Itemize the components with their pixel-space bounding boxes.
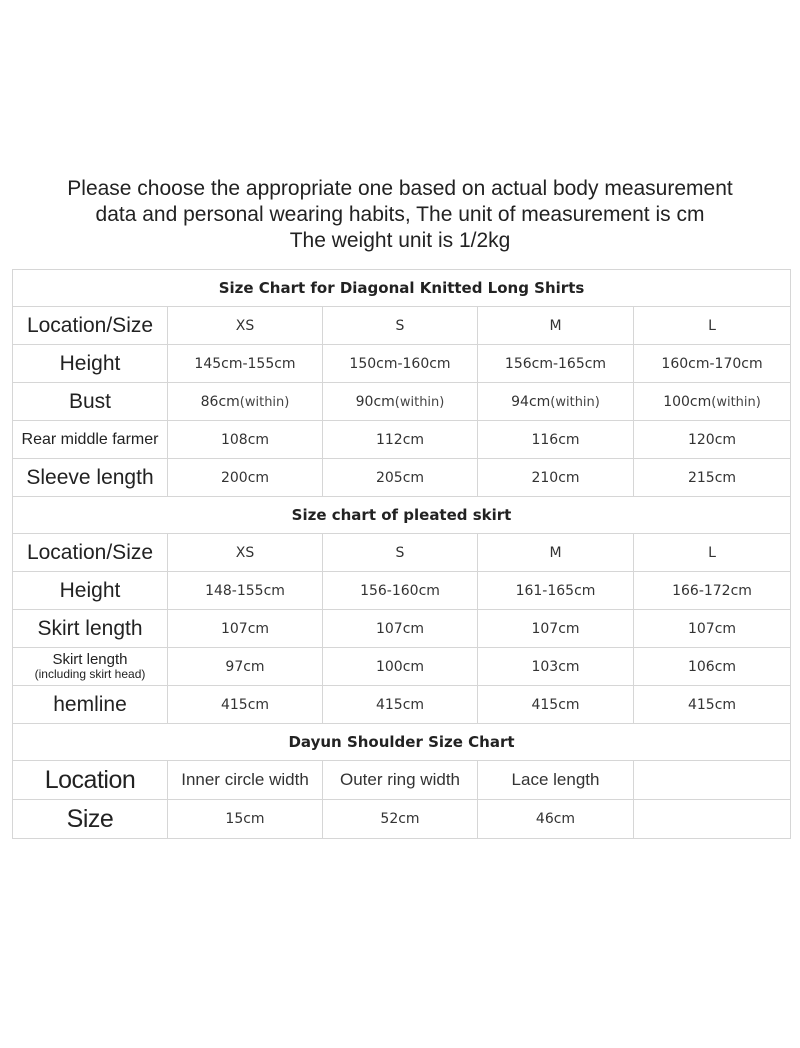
cell-number: 100cm [663,393,712,410]
intro-line-3: The weight unit is 1/2kg [289,229,511,252]
skirt-row-hemline [13,686,791,724]
skirt-title-row [13,497,791,534]
shirts-size-l: L [634,307,791,345]
shoulder-col-empty [634,761,791,800]
cell-value [323,383,478,421]
shirts-header-label: Location/Size [13,307,168,345]
cell-number: 90cm [355,393,395,410]
cell-value: 415cm [634,686,791,724]
cell-value: 200cm [168,459,323,497]
shirts-row-height [13,345,791,383]
cell-value: 108cm [168,421,323,459]
shirts-row-bust [13,383,791,421]
cell-value: 205cm [323,459,478,497]
skirt-title: Size chart of pleated skirt [13,497,791,534]
shoulder-header-row [13,761,791,800]
cell-note: (within) [550,394,600,410]
shirts-row-sleeve [13,459,791,497]
cell-value: 145cm-155cm [168,345,323,383]
row-label: Height [13,345,168,383]
shoulder-size-row [13,800,791,839]
shoulder-col-lace: Lace length [478,761,634,800]
cell-number: 86cm [200,393,240,410]
shirts-title-row [13,270,791,307]
cell-value: 210cm [478,459,634,497]
row-label: Bust [13,383,168,421]
cell-value: 156-160cm [323,572,478,610]
row-label-sub: (including skirt head) [34,666,146,681]
cell-value: 148-155cm [168,572,323,610]
skirt-size-l: L [634,534,791,572]
row-label: Sleeve length [13,459,168,497]
shoulder-col-outer: Outer ring width [323,761,478,800]
skirt-row-height [13,572,791,610]
shirts-header-row [13,307,791,345]
skirt-header-label: Location/Size [13,534,168,572]
intro-text [0,176,800,254]
cell-value: 160cm-170cm [634,345,791,383]
cell-value: 112cm [323,421,478,459]
size-chart [12,269,790,839]
size-chart-table [12,269,791,839]
row-label: Skirt length [13,610,168,648]
shoulder-title-row [13,724,791,761]
shirts-size-m: M [478,307,634,345]
cell-value: 156cm-165cm [478,345,634,383]
cell-value: 97cm [168,648,323,686]
shoulder-title: Dayun Shoulder Size Chart [13,724,791,761]
skirt-header-row [13,534,791,572]
shirts-size-s: S [323,307,478,345]
cell-value [634,800,791,839]
cell-value [478,383,634,421]
cell-value: 15cm [168,800,323,839]
skirt-row-length-head [13,648,791,686]
cell-value: 215cm [634,459,791,497]
cell-value: 107cm [323,610,478,648]
cell-value [168,383,323,421]
cell-value: 150cm-160cm [323,345,478,383]
row-label-main: Skirt length [52,650,128,668]
cell-value: 52cm [323,800,478,839]
cell-value [634,383,791,421]
row-label: hemline [13,686,168,724]
skirt-size-m: M [478,534,634,572]
cell-value: 415cm [168,686,323,724]
skirt-size-s: S [323,534,478,572]
cell-note: (within) [394,394,445,410]
shoulder-col-inner: Inner circle width [168,761,323,800]
intro-line-1: Please choose the appropriate one based on actual body measurement [67,177,733,200]
shoulder-location-label: Location [13,761,168,800]
cell-number: 94cm [511,393,551,410]
cell-note: (within) [711,394,761,410]
cell-value: 166-172cm [634,572,791,610]
cell-value: 161-165cm [478,572,634,610]
shoulder-size-label: Size [13,800,168,839]
cell-value: 103cm [478,648,634,686]
row-label: Rear middle farmer [13,421,168,459]
cell-value: 107cm [168,610,323,648]
cell-value: 107cm [478,610,634,648]
cell-value: 106cm [634,648,791,686]
intro-line-2: data and personal wearing habits, The unit of measurement is cm [95,203,705,226]
shirts-row-rear-middle [13,421,791,459]
row-label [13,648,168,686]
cell-value: 415cm [478,686,634,724]
skirt-size-xs: XS [168,534,323,572]
cell-value: 100cm [323,648,478,686]
cell-value: 107cm [634,610,791,648]
cell-value: 415cm [323,686,478,724]
row-label: Height [13,572,168,610]
cell-note: (within) [239,394,290,410]
cell-value: 120cm [634,421,791,459]
cell-value: 46cm [478,800,634,839]
shirts-title: Size Chart for Diagonal Knitted Long Shirts [13,270,791,307]
cell-value: 116cm [478,421,634,459]
skirt-row-length [13,610,791,648]
shirts-size-xs: XS [168,307,323,345]
